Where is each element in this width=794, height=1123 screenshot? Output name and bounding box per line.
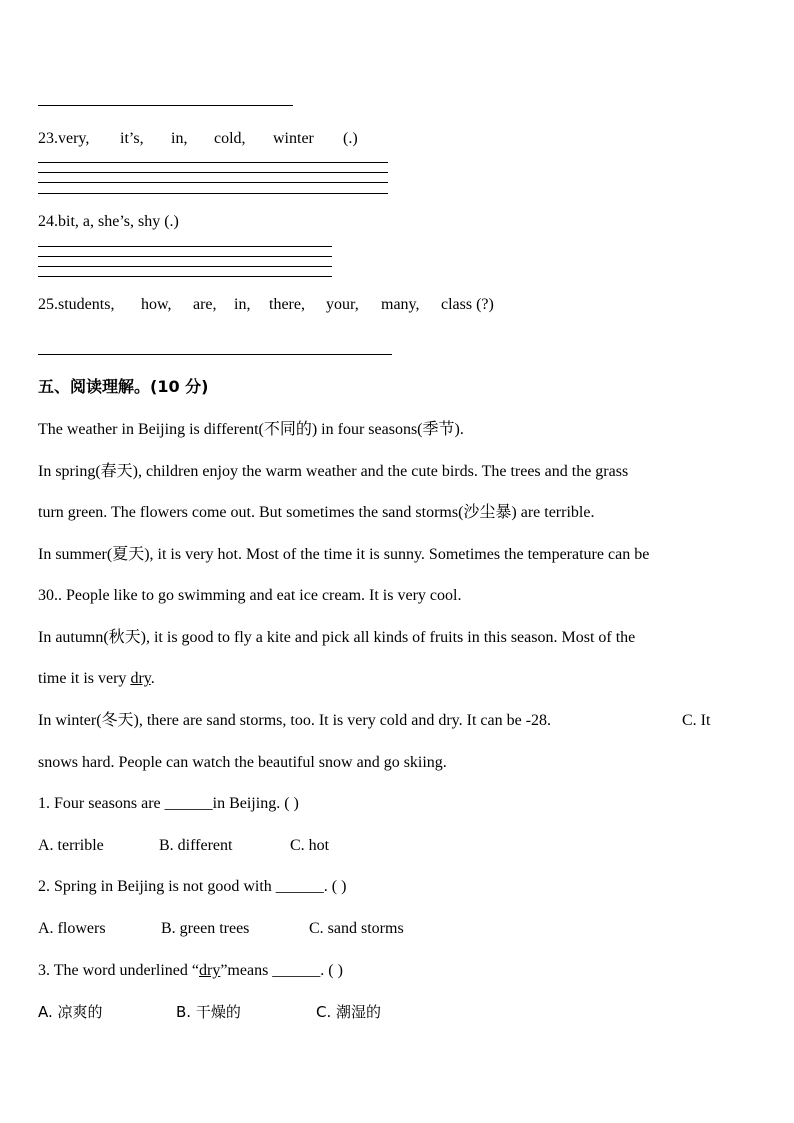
answer-line: [38, 276, 332, 277]
mcq-stem: 1. Four seasons are ______in Beijing. ( ): [38, 795, 299, 812]
q25-word: your,: [326, 296, 359, 313]
section-title: 五、阅读理解。(10 分): [38, 377, 209, 396]
passage-text: .: [150, 670, 155, 687]
q25-word: there,: [269, 296, 305, 313]
answer-line: [38, 172, 388, 173]
question-25: [38, 295, 494, 315]
q25-number: 25.: [38, 296, 58, 313]
passage-line: The weather in Beijing is different(不同的) in four seasons(季节).: [38, 421, 464, 438]
mcq-stem: [38, 961, 343, 981]
passage-line: In summer(夏天), it is very hot. Most of the time it is sunny. Sometimes the temperature can be: [38, 546, 650, 563]
mcq-stem: 2. Spring in Beijing is not good with ______. ( ): [38, 878, 347, 895]
underlined-word: dry: [130, 670, 151, 687]
mcq-option: C. hot: [290, 837, 330, 854]
stem-text: 3. The word underlined “: [38, 962, 199, 979]
q23-word: (.): [343, 130, 358, 147]
passage-line: In autumn(秋天), it is good to fly a kite and pick all kinds of fruits in this season. Most of the: [38, 629, 636, 646]
passage-line: C. It: [682, 712, 711, 729]
question-23: [38, 129, 358, 149]
mcq-option: B. green trees: [161, 920, 250, 937]
q23-word: very,: [58, 130, 90, 147]
q23-number: 23.: [38, 130, 58, 147]
answer-line: [38, 162, 388, 163]
q25-word: many,: [381, 296, 420, 313]
q23-word: cold,: [214, 130, 246, 147]
passage-text: time it is very: [38, 670, 131, 687]
answer-line: [38, 266, 332, 267]
mcq-option: A. 凉爽的: [38, 1003, 103, 1021]
q25-word: class (?): [441, 296, 494, 313]
passage-line: 30.. People like to go swimming and eat ice cream. It is very cool.: [38, 587, 462, 604]
answer-line: [38, 193, 388, 194]
q25-word: students,: [58, 296, 115, 313]
answer-line: [38, 256, 332, 257]
stem-text: ”means ______. ( ): [220, 962, 343, 979]
passage-line: In spring(春天), children enjoy the warm weather and the cute birds. The trees and the grass: [38, 463, 629, 480]
q25-word: in,: [234, 296, 251, 313]
passage-line: [38, 669, 155, 689]
mcq-option: B. different: [159, 837, 233, 854]
question-24: 24.bit, a, she’s, shy (.): [38, 213, 179, 230]
q25-word: are,: [193, 296, 217, 313]
mcq-option: A. terrible: [38, 837, 104, 854]
mcq-option: A. flowers: [38, 920, 106, 937]
mcq-option: C. 潮湿的: [316, 1003, 382, 1021]
passage-line: In winter(冬天), there are sand storms, too. It is very cold and dry. It can be -28.: [38, 712, 552, 729]
passage-line: turn green. The flowers come out. But sometimes the sand storms(沙尘暴) are terrible.: [38, 504, 595, 521]
underlined-word: dry: [199, 962, 221, 979]
q23-word: it’s,: [120, 130, 144, 147]
mcq-option: C. sand storms: [309, 920, 404, 937]
mcq-option: B. 干燥的: [176, 1003, 241, 1021]
answer-line: [38, 182, 388, 183]
q25-word: how,: [141, 296, 172, 313]
answer-line: [38, 246, 332, 247]
answer-line: [38, 354, 392, 355]
q23-word: in,: [171, 130, 188, 147]
answer-line: [38, 105, 293, 106]
q23-word: winter: [273, 130, 314, 147]
passage-line: snows hard. People can watch the beautiful snow and go skiing.: [38, 754, 447, 771]
